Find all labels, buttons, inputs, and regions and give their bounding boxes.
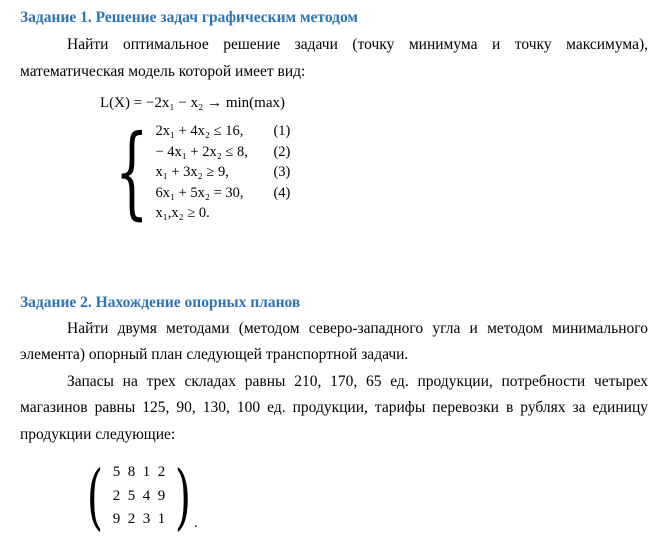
matrix-period: . — [193, 514, 198, 531]
matrix-row — [109, 508, 169, 532]
right-parenthesis: ) — [174, 454, 192, 539]
objective-function-formula: L(X) = −2x₁ − x₂ → min(max) — [100, 95, 285, 111]
constraint-expression: x₁,x₂ ≥ 0. — [155, 205, 210, 221]
left-curly-brace: { — [114, 112, 149, 231]
matrix-cell: 2 — [112, 487, 121, 504]
constraint-row — [155, 203, 290, 224]
constraints-rows — [155, 121, 290, 224]
matrix-cell: 2 — [157, 464, 166, 480]
matrix-row — [109, 461, 169, 485]
matrix-rows — [109, 461, 169, 532]
constraint-row — [155, 162, 290, 183]
constraint-expression: 2x₁ + 4x₂ ≤ 16, — [155, 123, 244, 139]
matrix-cell: 2 — [127, 511, 136, 527]
constraint-number: (2) — [273, 143, 291, 160]
matrix-cell: 9 — [157, 487, 166, 504]
matrix-cell: 1 — [157, 511, 166, 527]
task2-paragraph-2: Запасы на трех складах равны 210, 170, 65 ед. продукции, потребности четырех магазинов равны 125, 90, 130, 100 ед. продукции, тарифы перевозки в рублях за единицу продукции следующие: — [20, 372, 648, 443]
matrix-cell: 5 — [127, 487, 136, 504]
task2-heading: Задание 2. Нахождение опорных планов — [20, 293, 301, 311]
constraint-expression: 6x₁ + 5x₂ = 30, — [155, 184, 244, 201]
tariff-matrix — [86, 454, 648, 539]
matrix-cell: 1 — [142, 464, 151, 480]
matrix-cell: 5 — [112, 464, 121, 480]
left-parenthesis: ( — [86, 454, 104, 539]
constraint-row — [155, 121, 290, 142]
matrix-cell: 8 — [127, 464, 136, 480]
task2-paragraph-1: Найти двумя методами (методом северо-западного угла и методом минимального элемента) опорный план следующей транспортной задачи. — [20, 319, 648, 363]
constraint-expression: x₁ + 3x₂ ≥ 9, — [155, 164, 229, 180]
matrix-row — [109, 485, 169, 509]
matrix-cell: 4 — [142, 487, 151, 504]
constraint-number: (1) — [273, 123, 291, 139]
matrix-cell: 9 — [112, 511, 121, 527]
task1-heading: Задание 1. Решение задач графическим методом — [20, 9, 358, 26]
matrix-cell: 3 — [142, 511, 151, 527]
constraint-expression: − 4x₁ + 2x₂ ≤ 8, — [155, 143, 248, 160]
constraint-row — [155, 142, 290, 163]
constraint-row — [155, 183, 290, 204]
constraint-system — [112, 112, 648, 231]
constraint-number: (3) — [273, 164, 291, 180]
constraint-number: (4) — [273, 184, 291, 201]
task1-paragraph: Найти оптимальное решение задачи (точку минимума и точку максимума), математическая модель которой имеет вид: — [20, 36, 648, 80]
